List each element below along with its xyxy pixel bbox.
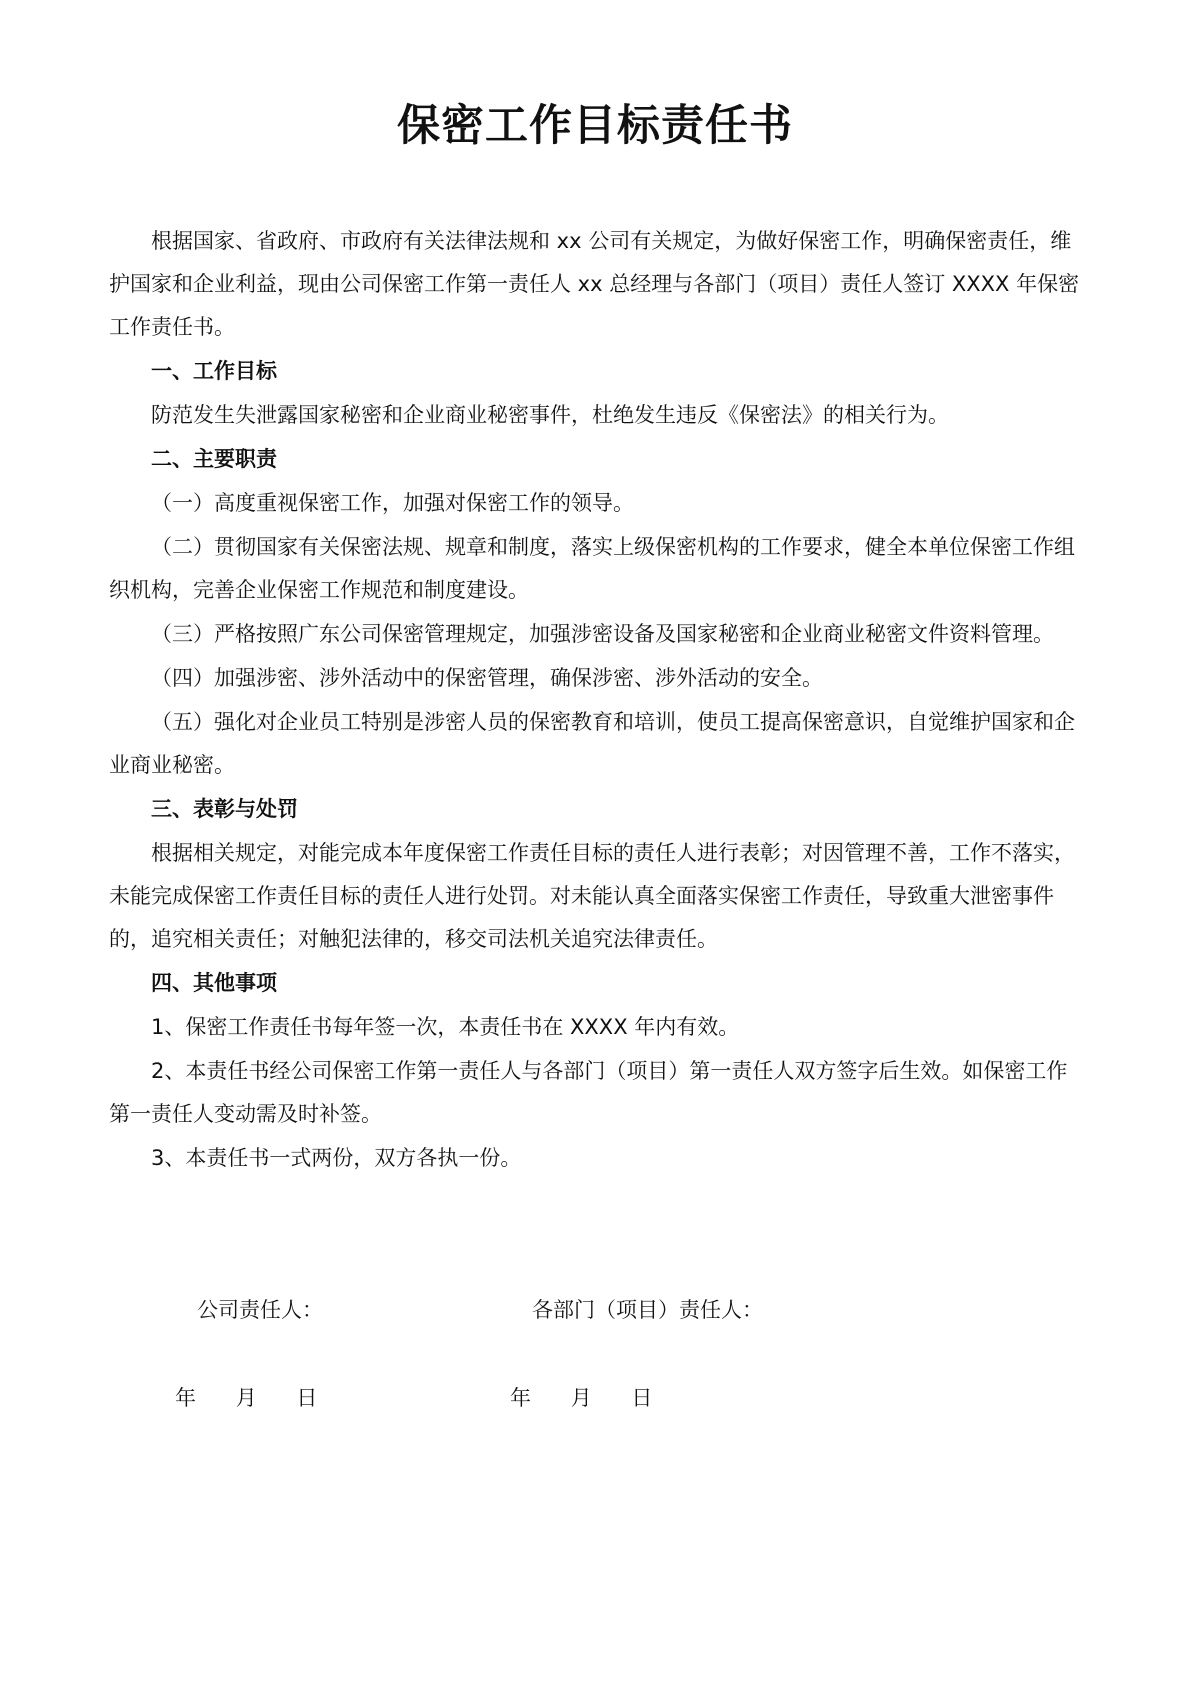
department-signer-label: 各部门（项目）责任人： [532, 1298, 763, 1322]
section-rewards-penalties [109, 788, 1084, 961]
section-work-goal [109, 350, 1084, 437]
month-label: 月 [235, 1386, 257, 1410]
section-paragraph: （三）严格按照广东公司保密管理规定，加强涉密设备及国家秘密和企业商业秘密文件资料管理。 [151, 622, 1054, 646]
section-other-matters [109, 962, 1084, 1180]
section-paragraph: （五）强化对企业员工特别是涉密人员的保密教育和培训，使员工提高保密意识，自觉维护国家和企业商业秘密。 [109, 710, 1075, 777]
document-body [109, 220, 1084, 1181]
section-paragraph: 根据相关规定，对能完成本年度保密工作责任目标的责任人进行表彰；对因管理不善，工作不落实，未能完成保密工作责任目标的责任人进行处罚。对未能认真全面落实保密工作责任，导致重大泄密事件的，追究相关责任；对触犯法律的，移交司法机关追究法律责任。 [109, 841, 1075, 951]
section-heading: 三、表彰与处罚 [151, 797, 298, 821]
day-label: 日 [296, 1386, 318, 1410]
company-signer-label: 公司责任人： [197, 1298, 323, 1322]
section-heading: 四、其他事项 [151, 971, 277, 995]
year-label: 年 [175, 1386, 196, 1410]
day-label: 日 [631, 1386, 653, 1410]
month-label: 月 [570, 1386, 592, 1410]
section-paragraph: 1、保密工作责任书每年签一次，本责任书在 XXXX 年内有效。 [151, 1015, 740, 1039]
department-date [510, 1383, 685, 1413]
section-paragraph: 防范发生失泄露国家秘密和企业商业秘密事件，杜绝发生违反《保密法》的相关行为。 [151, 403, 949, 427]
section-paragraph: 3、本责任书一式两份，双方各执一份。 [151, 1146, 522, 1170]
company-date [175, 1383, 350, 1413]
section-paragraph: （二）贯彻国家有关保密法规、规章和制度，落实上级保密机构的工作要求，健全本单位保密工作组织机构，完善企业保密工作规范和制度建设。 [109, 535, 1075, 602]
document-title: 保密工作目标责任书 [397, 101, 793, 151]
section-paragraph: 2、本责任书经公司保密工作第一责任人与各部门（项目）第一责任人双方签字后生效。如保密工作第一责任人变动需及时补签。 [109, 1059, 1068, 1126]
section-heading: 一、工作目标 [151, 359, 277, 383]
section-heading: 二、主要职责 [151, 447, 277, 471]
section-paragraph: （四）加强涉密、涉外活动中的保密管理，确保涉密、涉外活动的安全。 [151, 666, 823, 690]
section-main-duties [109, 438, 1084, 787]
intro-paragraph: 根据国家、省政府、市政府有关法律法规和 xx 公司有关规定，为做好保密工作，明确保密责任，维护国家和企业利益，现由公司保密工作第一责任人 xx 总经理与各部门（项目）责任人签订 XXXX 年保密工作责任书。 [109, 229, 1080, 339]
year-label: 年 [510, 1386, 531, 1410]
section-paragraph: （一）高度重视保密工作，加强对保密工作的领导。 [151, 491, 634, 515]
